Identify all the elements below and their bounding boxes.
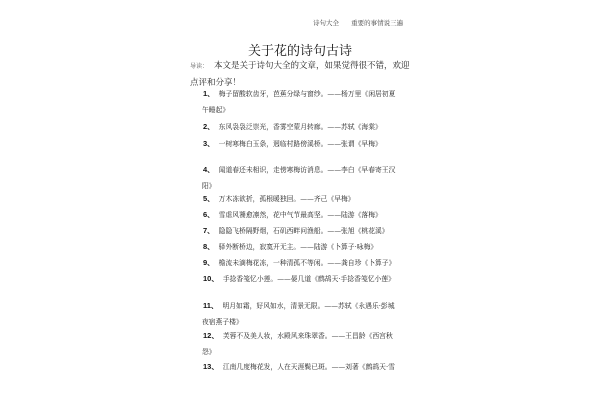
item-number: 7、 [203,226,215,235]
list-item [203,298,413,330]
item-text: 闻道春还未相识，走傍寒梅访消息。——李白《早春寄王汉 [218,166,396,174]
item-number: 1、 [203,89,215,98]
item-text: 隐隐飞桥隔野烟，石矶西畔问渔船。——张旭《桃花溪》 [218,227,389,235]
header-right-text: 重要的事情说三遍 [351,19,404,27]
item-text: 万木冻欲折，孤根暖独回。——齐己《早梅》 [218,195,355,203]
intro-tag: 导读： [190,63,209,70]
item-text: 梅子留酸软齿牙，芭蕉分绿与窗纱。——杨万里《闲居初夏 [218,90,396,98]
list-item [203,136,413,152]
item-text-continued: 夜宿燕子楼》 [202,318,243,326]
item-number: 5、 [203,194,215,203]
item-number: 9、 [203,258,215,267]
list-item [203,191,413,207]
item-text: 手捻香笺忆小莲。——晏几道《鹧鸪天·手捻香笺忆小莲》 [222,275,395,283]
item-text-continued: 怨》 [202,348,216,356]
item-text: 檐流未滴梅花冻，一种清孤不等闲。——龚自珍《卜算子》 [218,259,396,267]
list-item [203,328,413,360]
list-item [203,223,413,239]
item-number: 4、 [203,165,215,174]
item-number: 11、 [203,301,219,310]
list-item [203,119,413,135]
item-text: 雪虐风饕愈凛然，花中气节最高坚。——陆游《落梅》 [218,211,382,219]
item-text: 芙蓉不及美人妆，水殿风来珠翠香。——王昌龄《西宫秋 [222,332,393,340]
item-text-continued: 午睡起》 [202,106,230,114]
item-number: 6、 [203,210,215,219]
list-item [203,162,413,194]
item-text: 驿外断桥边，寂寞开无主。——陆游《卜算子·咏梅》 [218,243,378,251]
item-number: 12、 [203,331,219,340]
list-item [203,207,413,223]
list-item [203,86,413,118]
intro-text: 本文是关于诗句大全的文章，如果觉得很不错，欢迎点评和分享！ [190,61,410,88]
item-text: 一树寒梅白玉条，迥临村路傍溪桥。——张谓《早梅》 [218,140,382,148]
item-text: 东风袅袅泛崇光，香雾空蒙月转廊。——苏轼《海棠》 [218,123,382,131]
item-text-continued: 阳》 [202,182,216,190]
document-title: 关于花的诗句古诗 [247,44,352,59]
item-number: 2、 [203,122,215,131]
item-text: 江南几度梅花发，人在天涯鬓已斑。——刘著《鹧鸪天·雪 [222,363,395,371]
item-number: 8、 [203,242,215,251]
item-number: 3、 [203,139,215,148]
page-header [313,18,403,27]
item-number: 10、 [203,274,219,283]
list-item [203,271,413,287]
header-left-text: 诗句大全 [313,19,339,27]
item-text: 明月如霜，好风如水，清景无限。——苏轼《永遇乐·彭城 [222,302,395,310]
list-item [203,255,413,271]
list-item [203,359,413,375]
list-item [203,239,413,255]
item-number: 13、 [203,362,219,371]
